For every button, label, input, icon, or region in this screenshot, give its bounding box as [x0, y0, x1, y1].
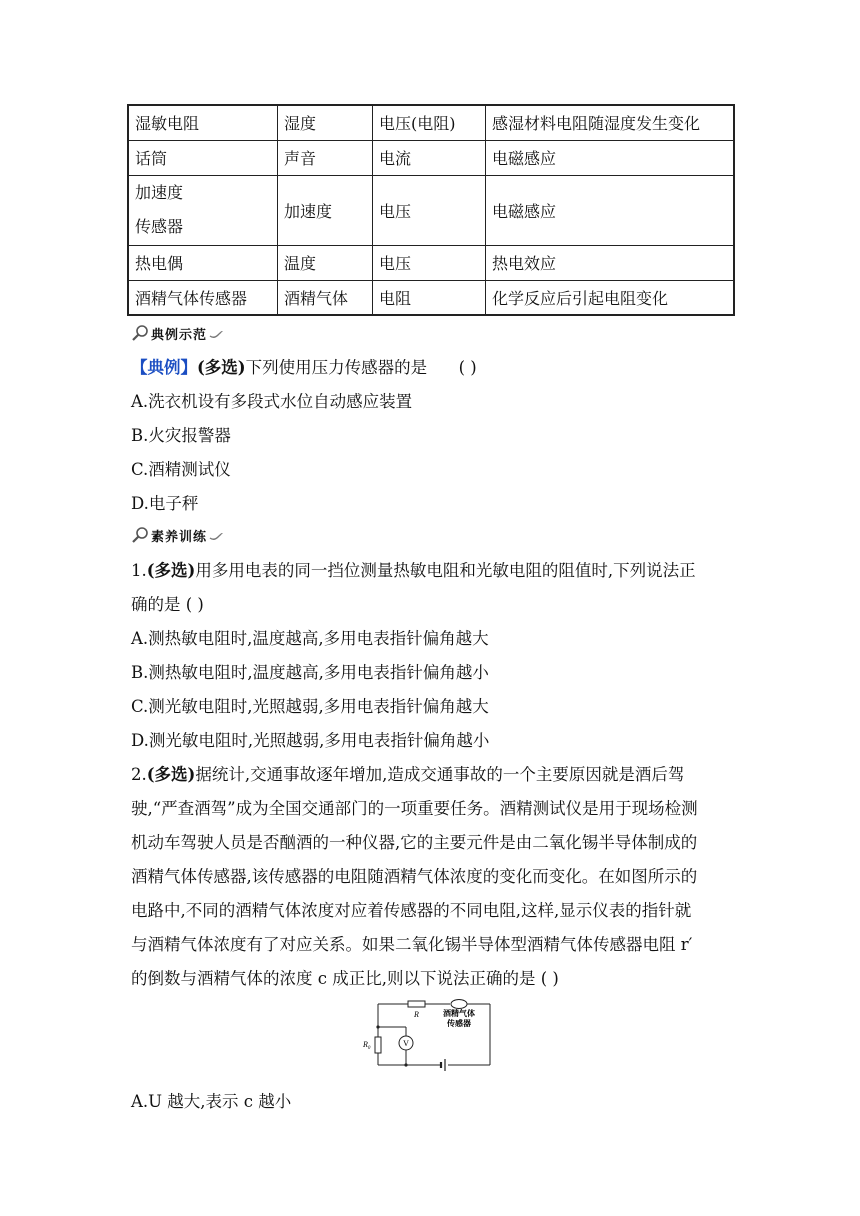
- answer-blank: ( ): [458, 358, 477, 377]
- label-sensor-line-2: 传感器: [447, 1019, 471, 1028]
- question-text: 用多用电表的同一挡位测量热敏电阻和光敏电阻的阻值时,下列说法正: [195, 561, 696, 580]
- decoration-icon: [209, 528, 223, 542]
- option-b: B.火灾报警器: [131, 426, 231, 445]
- table-cell: 化学反应后引起电阻变化: [486, 280, 735, 315]
- label-v: V: [403, 1039, 409, 1048]
- magnifier-icon: [131, 324, 149, 342]
- q2-line-7: 的倒数与酒精气体的浓度 c 成正比,则以下说法正确的是 ( ): [131, 969, 559, 988]
- resistor-r: [408, 1001, 425, 1007]
- decoration-icon: [209, 326, 223, 340]
- q2-line-5: 电路中,不同的酒精气体浓度对应着传感器的不同电阻,这样,显示仪表的指针就: [131, 901, 692, 920]
- sensor-table: [127, 104, 735, 316]
- q2-line-3: 机动车驾驶人员是否酗酒的一种仪器,它的主要元件是由二氧化锡半导体制成的: [131, 833, 698, 852]
- multi-choice-tag: (多选): [197, 358, 246, 377]
- table-cell: 湿敏电阻: [128, 105, 278, 140]
- section-title: 素养训练: [151, 529, 208, 545]
- option-d: D.电子秤: [131, 494, 199, 513]
- table-cell: 电压: [373, 175, 486, 245]
- table-cell: 电压: [373, 245, 486, 280]
- q1-option-c: C.测光敏电阻时,光照越弱,多用电表指针偏角越大: [131, 697, 489, 716]
- circuit-diagram: [358, 997, 494, 1071]
- q1-option-b: B.测热敏电阻时,温度越高,多用电表指针偏角越小: [131, 663, 489, 682]
- question-stem: 下列使用压力传感器的是: [245, 358, 428, 377]
- option-a: A.洗衣机设有多段式水位自动感应装置: [131, 392, 413, 411]
- label-sensor-line-1: 酒精气体: [443, 1009, 475, 1018]
- cell-line: 加速度: [135, 183, 184, 202]
- table-row: [128, 140, 734, 175]
- table-cell: 话筒: [128, 140, 278, 175]
- question-number: 1.: [131, 561, 147, 580]
- sensor-symbol: [451, 1000, 467, 1009]
- table-cell: 温度: [278, 245, 373, 280]
- multi-choice-tag: (多选): [146, 561, 196, 580]
- table-cell: 电磁感应: [486, 175, 735, 245]
- table-cell: 酒精气体: [278, 280, 373, 315]
- table-cell: 电压(电阻): [373, 105, 486, 140]
- q1-line-2: 确的是 ( ): [131, 595, 204, 614]
- example-tag: 【典例】: [131, 358, 197, 377]
- q2-line-2: 驶,“严查酒驾”成为全国交通部门的一项重要任务。酒精测试仪是用于现场检测: [131, 799, 698, 818]
- example-question: [131, 358, 477, 378]
- table-row: [128, 245, 734, 280]
- section-header-training: [131, 525, 223, 545]
- q2-option-a: A.U 越大,表示 c 越小: [131, 1092, 292, 1111]
- magnifier-icon: [131, 526, 149, 544]
- q2-line-1: [131, 765, 684, 785]
- option-c: C.酒精测试仪: [131, 460, 231, 479]
- table-cell: 酒精气体传感器: [128, 280, 278, 315]
- resistor-r0: [375, 1037, 381, 1053]
- table-cell: 电流: [373, 140, 486, 175]
- table-cell: 热电效应: [486, 245, 735, 280]
- multi-choice-tag: (多选): [146, 765, 196, 784]
- q2-line-4: 酒精气体传感器,该传感器的电阻随酒精气体浓度的变化而变化。在如图所示的: [131, 867, 698, 886]
- q1-line-1: [131, 561, 696, 581]
- table-cell: 电阻: [373, 280, 486, 315]
- section-header-example: [131, 323, 223, 343]
- label-r0: $R_0$: [363, 1040, 371, 1051]
- table-row: [128, 280, 734, 315]
- table-row: [128, 105, 734, 140]
- q1-option-d: D.测光敏电阻时,光照越弱,多用电表指针偏角越小: [131, 731, 490, 750]
- table-cell: 热电偶: [128, 245, 278, 280]
- table-cell: 感湿材料电阻随湿度发生变化: [486, 105, 735, 140]
- table-cell: [128, 175, 278, 245]
- table-cell: 加速度: [278, 175, 373, 245]
- q1-option-a: A.测热敏电阻时,温度越高,多用电表指针偏角越大: [131, 629, 489, 648]
- cell-line: 传感器: [135, 217, 184, 236]
- table-cell: 湿度: [278, 105, 373, 140]
- question-number: 2.: [131, 765, 147, 784]
- q2-line-6: 与酒精气体浓度有了对应关系。如果二氧化锡半导体型酒精气体传感器电阻 r′: [131, 935, 693, 954]
- label-r: R: [414, 1010, 419, 1019]
- question-text: 据统计,交通事故逐年增加,造成交通事故的一个主要原因就是酒后驾: [195, 765, 685, 784]
- section-title: 典例示范: [151, 327, 208, 343]
- table-cell: 声音: [278, 140, 373, 175]
- table-cell: 电磁感应: [486, 140, 735, 175]
- table-row: [128, 175, 734, 245]
